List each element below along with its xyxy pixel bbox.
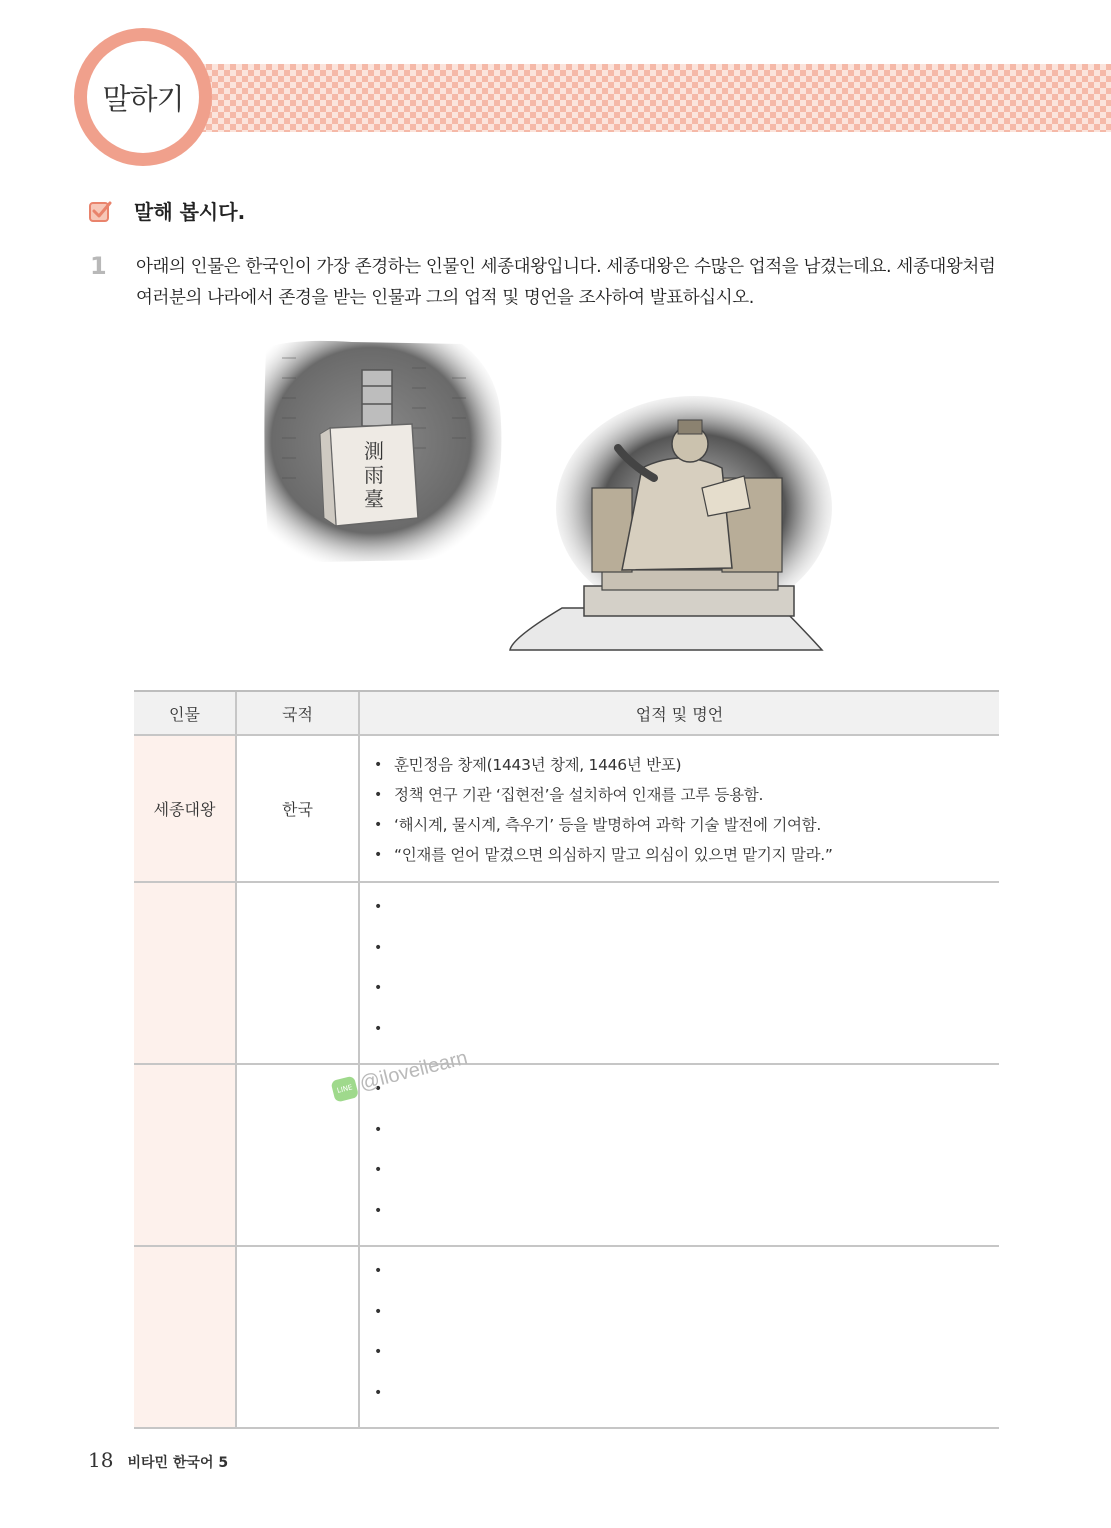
table-row — [134, 736, 999, 883]
book-title: 비타민 한국어 5 — [127, 1455, 229, 1471]
table-row — [134, 1247, 999, 1429]
table-row — [134, 883, 999, 1065]
instruction-text: 말해 봅시다. — [134, 200, 246, 224]
person-cell[interactable] — [134, 1247, 237, 1427]
table-header-row — [134, 692, 999, 736]
list-item[interactable] — [374, 1342, 999, 1383]
achievements-cell — [360, 1247, 999, 1427]
header-person: 인물 — [134, 692, 237, 734]
list-item[interactable] — [374, 1079, 999, 1120]
person-cell[interactable] — [134, 1065, 237, 1245]
section-badge — [74, 28, 212, 166]
question-number: 1 — [90, 252, 107, 280]
question-text: 아래의 인물은 한국인이 가장 존경하는 인물인 세종대왕입니다. 세종대왕은 수많은 업적을 남겼는데요. 세종대왕처럼 여러분의 나라에서 존경을 받는 인물과 그의 업적 및 명언을 조사하여 발표하십시오. — [136, 257, 996, 308]
line-app-icon: LINE — [330, 1075, 359, 1102]
achievements-cell — [360, 736, 999, 881]
list-item[interactable] — [374, 978, 999, 1019]
table-row — [134, 1065, 999, 1247]
achievements-cell — [360, 883, 999, 1063]
list-item[interactable] — [374, 1383, 999, 1424]
nationality-cell[interactable] — [237, 1247, 360, 1427]
page-number: 18 — [88, 1448, 114, 1472]
header-nationality: 국적 — [237, 692, 360, 734]
section-title: 말하기 — [102, 81, 184, 116]
achievements-cell — [360, 1065, 999, 1245]
list-item[interactable] — [374, 1160, 999, 1201]
list-item: • 정책 연구 기관 ‘집현전’을 설치하여 인재를 고루 등용함. — [374, 780, 999, 810]
list-item[interactable] — [374, 1261, 999, 1302]
header-achievements: 업적 및 명언 — [635, 704, 724, 724]
list-item[interactable] — [374, 1201, 999, 1242]
list-item: • “인재를 얻어 맡겼으면 의심하지 말고 의심이 있으면 맡기지 말라.” — [374, 840, 999, 870]
header-pattern-band — [200, 64, 1111, 132]
plaque-text: 測雨臺 — [364, 439, 384, 511]
person-cell: 세종대왕 — [134, 736, 237, 881]
list-item: • ‘해시계, 물시계, 측우기’ 등을 발명하여 과학 기술 발전에 기여함. — [374, 810, 999, 840]
page-footer — [88, 1448, 228, 1472]
list-item[interactable] — [374, 1302, 999, 1343]
list-item[interactable] — [374, 938, 999, 979]
list-item[interactable] — [374, 1120, 999, 1161]
sejong-statue-image — [510, 396, 832, 650]
watermark-handle: @iloveilearn — [357, 1046, 470, 1095]
sejong-illustration — [262, 338, 832, 654]
achievement-table — [134, 690, 999, 1429]
list-item: • 훈민정음 창제(1443년 창제, 1446년 반포) — [374, 750, 999, 780]
person-cell[interactable] — [134, 883, 237, 1063]
list-item[interactable] — [374, 1019, 999, 1060]
checkbox-check-icon — [88, 199, 112, 223]
list-item[interactable] — [374, 897, 999, 938]
nationality-cell: 한국 — [237, 736, 360, 881]
nationality-cell[interactable] — [237, 883, 360, 1063]
instruction — [88, 196, 245, 225]
rain-gauge-image — [264, 341, 501, 562]
